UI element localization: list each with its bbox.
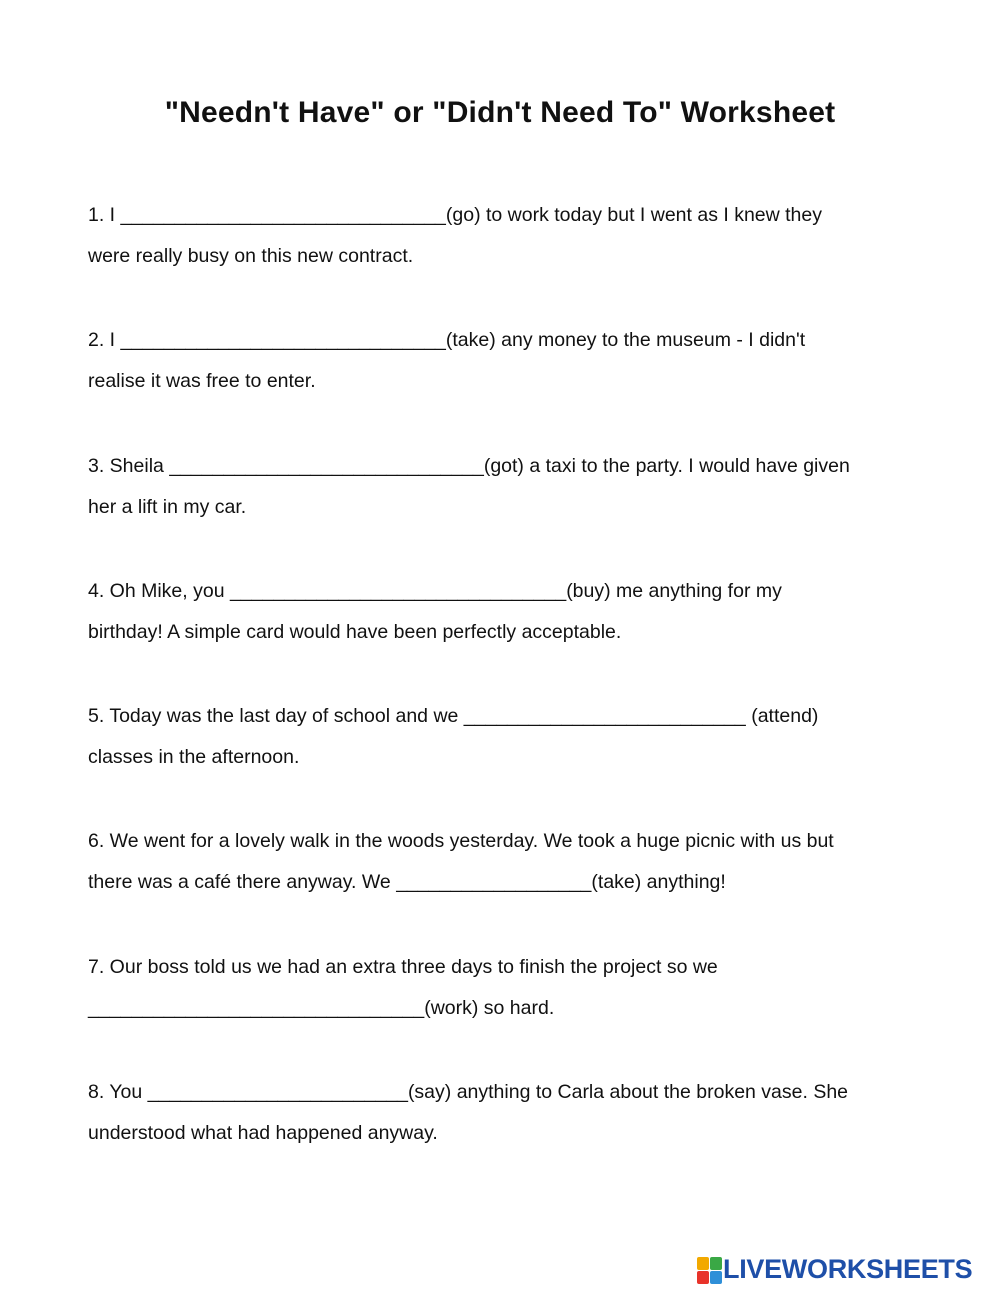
question-5 (88, 696, 918, 778)
logo-square-icon (710, 1257, 722, 1270)
question-6 (88, 821, 918, 903)
question-text: (go) to work today but I went as I knew they (445, 204, 822, 226)
logo-square-icon (697, 1257, 709, 1270)
question-text: understood what had happened anyway. (88, 1122, 438, 1144)
question-text: 5. Today was the last day of school and we (88, 705, 464, 727)
question-text: classes in the afternoon. (88, 746, 300, 768)
answer-blank[interactable]: ______________________________ (120, 329, 446, 351)
logo-text: LIVEWORKSHEETS (723, 1254, 973, 1284)
question-text: (attend) (745, 705, 819, 727)
question-text: (buy) me anything for my (566, 580, 782, 602)
worksheet-title: "Needn't Have" or "Didn't Need To" Worksheet (164, 96, 836, 129)
question-text: (work) so hard. (424, 997, 555, 1019)
question-text: 1. I (88, 204, 121, 226)
liveworksheets-logo-icon (697, 1257, 721, 1283)
question-2 (88, 320, 918, 402)
question-text: realise it was free to enter. (88, 370, 316, 392)
question-text: 8. You (88, 1081, 148, 1103)
answer-blank[interactable]: __________________ (396, 871, 592, 893)
question-text: 4. Oh Mike, you (88, 580, 230, 602)
answer-blank[interactable]: ______________________________ (120, 204, 446, 226)
question-3 (88, 446, 918, 528)
question-text: (say) anything to Carla about the broken vase. She (407, 1081, 849, 1103)
answer-blank[interactable]: ________________________ (147, 1081, 408, 1103)
question-1 (88, 195, 918, 277)
answer-blank[interactable]: __________________________ (463, 705, 746, 727)
question-text: 3. Sheila (88, 455, 170, 477)
question-text: 2. I (88, 329, 121, 351)
answer-blank[interactable]: _______________________________ (229, 580, 567, 602)
question-4 (88, 571, 918, 653)
logo-square-icon (710, 1271, 722, 1284)
liveworksheets-logo (697, 1254, 972, 1285)
question-8 (88, 1072, 918, 1154)
logo-square-icon (697, 1271, 709, 1284)
question-text: were really busy on this new contract. (88, 245, 414, 267)
question-text: 6. We went for a lovely walk in the woods yesterday. We took a huge picnic with us but (88, 830, 834, 852)
question-text: birthday! A simple card would have been perfectly acceptable. (88, 621, 622, 643)
question-text: (take) anything! (591, 871, 726, 893)
question-text: (take) any money to the museum - I didn't (445, 329, 806, 351)
question-text: (got) a taxi to the party. I would have given (483, 455, 850, 477)
answer-blank[interactable]: _____________________________ (169, 455, 484, 477)
question-text: 7. Our boss told us we had an extra three days to finish the project so we (88, 956, 718, 978)
answer-blank[interactable]: _______________________________ (88, 997, 425, 1019)
question-7 (88, 947, 918, 1029)
question-text: there was a café there anyway. We (88, 871, 397, 893)
question-text: her a lift in my car. (88, 496, 247, 518)
